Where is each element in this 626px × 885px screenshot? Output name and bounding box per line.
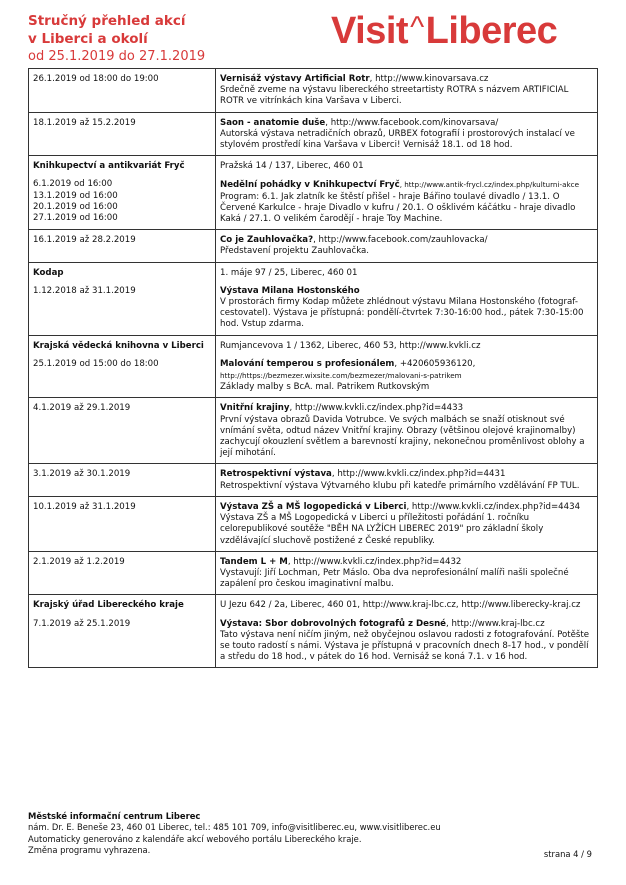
venue-row bbox=[29, 335, 598, 352]
event-details bbox=[216, 551, 598, 595]
venue-name: Knihkupectví a antikvariát Fryč bbox=[29, 156, 216, 173]
venue-row bbox=[29, 595, 598, 612]
event-description: Tato výstava není ničím jiným, než obyčejnou oslavou radosti z fotografování. Potěšte se touto radostí s námi. Výstava je přístupná v pracovních dnech 8-17 hod., v pondělí a středu do 18 hod., v pátek do 16 hod. Vernisáž se koná 7.1. v 16 hod. bbox=[220, 629, 590, 663]
event-title: Výstava Milana Hostonského bbox=[220, 285, 360, 296]
event-date: 18.1.2019 až 15.2.2019 bbox=[29, 112, 216, 156]
event-title: Výstava ZŠ a MŠ logopedická v Liberci bbox=[220, 501, 407, 512]
venue-row bbox=[29, 262, 598, 279]
event-title: Saon - anatomie duše bbox=[220, 117, 326, 128]
page-title bbox=[28, 12, 186, 48]
event-link[interactable]: , http://www.kvkli.cz/index.php?id=4433 bbox=[289, 403, 464, 414]
event-title: Co je Zauhlovačka? bbox=[220, 235, 314, 246]
event-date: 10.1.2019 až 31.1.2019 bbox=[29, 496, 216, 551]
event-row bbox=[29, 398, 598, 464]
event-row bbox=[29, 496, 598, 551]
event-row bbox=[29, 172, 598, 229]
event-details bbox=[216, 496, 598, 551]
event-date: 3.1.2019 až 30.1.2019 bbox=[29, 464, 216, 496]
venue-name: Kodap bbox=[29, 262, 216, 279]
event-date: 6.1.2019 od 16:00 13.1.2019 od 16:00 20.1.2019 od 16:00 27.1.2019 od 16:00 bbox=[29, 172, 216, 229]
event-description: Autorská výstava netradičních obrazů, URBEX fotografií i prostorových instalací ve stylovém prostředí kina Varšava v Liberci! Vernisáž 18.1. od 18 hod. bbox=[220, 128, 575, 151]
event-description: Představení projektu Zauhlovačka. bbox=[220, 246, 370, 257]
event-date: 7.1.2019 až 25.1.2019 bbox=[29, 612, 216, 668]
event-details bbox=[216, 464, 598, 496]
venue-name: Krajská vědecká knihovna v Liberci bbox=[29, 335, 216, 352]
event-date: 1.12.2018 až 31.1.2019 bbox=[29, 279, 216, 335]
footer-org: Městské informační centrum Liberec bbox=[28, 811, 201, 821]
footer-note: Změna programu vyhrazena. bbox=[28, 845, 151, 856]
event-row bbox=[29, 551, 598, 595]
venue-address: Pražská 14 / 137, Liberec, 460 01 bbox=[216, 156, 598, 173]
event-description: Základy malby s BcA. mal. Patrikem Rutkovským bbox=[220, 382, 430, 393]
footer-address: nám. Dr. E. Beneše 23, 460 01 Liberec, tel.: 485 101 709, info@visitliberec.eu, www.visitliberec.eu bbox=[28, 822, 441, 833]
event-link[interactable]: , http://www.kvkli.cz/index.php?id=4432 bbox=[287, 556, 462, 567]
event-description: Retrospektivní výstava Výtvarného klubu při katedře primárního vzdělávání FP TUL. bbox=[220, 480, 580, 491]
event-link[interactable]: , http://www.facebook.com/zauhlovacka/ bbox=[313, 235, 488, 246]
event-row bbox=[29, 464, 598, 496]
event-link[interactable]: , http://www.kvkli.cz/index.php?id=4431 bbox=[331, 469, 506, 480]
event-title: Nedělní pohádky v Knihkupectví Fryč bbox=[220, 180, 400, 191]
event-title: Výstava: Sbor dobrovolných fotografů z Desné bbox=[220, 618, 447, 629]
title-line-2: v Liberci a okolí bbox=[28, 31, 148, 47]
event-details bbox=[216, 352, 598, 398]
event-date: 4.1.2019 až 29.1.2019 bbox=[29, 398, 216, 464]
event-link[interactable]: , http://www.kraj-lbc.cz bbox=[446, 618, 545, 629]
event-link[interactable]: , http://www.kvkli.cz/index.php?id=4434 bbox=[406, 501, 581, 512]
event-date: 26.1.2019 od 18:00 do 19:00 bbox=[29, 69, 216, 113]
event-row bbox=[29, 279, 598, 335]
event-link[interactable]: , +420605936120, bbox=[394, 358, 476, 369]
event-title: Vernisáž výstavy Artificial Rotr bbox=[220, 74, 370, 84]
event-row bbox=[29, 230, 598, 262]
event-link[interactable]: , http://www.facebook.com/kinovarsava/ bbox=[325, 117, 499, 128]
event-link[interactable]: , http://www.antik-frycl.cz/index.php/kulturni-akce bbox=[399, 180, 580, 190]
event-description: Vystavují: Jiří Lochman, Petr Máslo. Oba dva neprofesionální malíři našli společné zapálení pro českou imaginativní malbu. bbox=[220, 567, 569, 590]
event-row bbox=[29, 612, 598, 668]
venue-address: Rumjancevova 1 / 1362, Liberec, 460 53, http://www.kvkli.cz bbox=[216, 335, 598, 352]
event-title: Tandem L + M bbox=[220, 556, 288, 567]
event-description: Výstava ZŠ a MŠ Logopedická v Liberci u příležitosti pořádání 1. ročníku celorepublikové soutěže "BĚH NA LYŽÍCH LIBEREC 2019" pro základní školy vzdělávající sluchově postižené z České republiky. bbox=[220, 513, 544, 546]
venue-address: 1. máje 97 / 25, Liberec, 460 01 bbox=[216, 262, 598, 279]
event-description: První výstava obrazů Davida Votrubce. Ve svých malbách se snaží otisknout své vnímání světa, odtud název Vnitřní krajiny. Obrazy (většinou olejové krajinomalby) zachycují okouzlení světlem a barevností krajiny, nekonečnou proměnlivost oblohy a její mihotání. bbox=[220, 414, 585, 459]
footer-note: Automaticky generováno z kalendáře akcí webového portálu Libereckého kraje. bbox=[28, 833, 362, 844]
event-description: V prostorách firmy Kodap můžete zhlédnout výstavu Milana Hostonského (fotograf-cestovatel). Výstava je přístupná: pondělí-čtvrtek 7:30-16:00 hod., pátek 7:30-15:00 hod. Vstup zdarma. bbox=[220, 297, 584, 330]
event-details bbox=[216, 612, 598, 668]
event-description: Srdečně zveme na výstavu libereckého streetartisty ROTRA s názvem ARTIFICIAL ROTR ve vitrínkách kina Varšava v Liberci. bbox=[220, 85, 569, 107]
event-description: Program: 6.1. Jak zlatník ke štěstí přišel - hraje Bářino toulavé divadlo / 13.1. O Červené Karkulce - hraje Divadlo v kufru / 20.1. O ošklivém káčátku - hraje divadlo Kaká / 27.1. O velikém čarodějí - hraje Toy Machine. bbox=[220, 191, 576, 225]
event-details bbox=[216, 69, 598, 113]
page-number: strana 4 / 9 bbox=[543, 849, 592, 859]
event-title: Vnitřní krajiny bbox=[220, 403, 290, 414]
event-details bbox=[216, 172, 598, 229]
event-details bbox=[216, 398, 598, 464]
event-link[interactable]: , http://www.kinovarsava.cz bbox=[369, 74, 489, 84]
venue-address: U Jezu 642 / 2a, Liberec, 460 01, http://www.kraj-lbc.cz, http://www.liberecky-kraj.cz bbox=[216, 595, 598, 612]
event-title: Retrospektivní výstava bbox=[220, 469, 332, 480]
venue-row bbox=[29, 156, 598, 173]
event-details bbox=[216, 230, 598, 262]
event-date: 25.1.2019 od 15:00 do 18:00 bbox=[29, 352, 216, 398]
venue-name: Krajský úřad Libereckého kraje bbox=[29, 595, 216, 612]
event-link-2[interactable]: http://https://bezmezer.wixsite.com/bezmezer/malovani-s-patrikem bbox=[220, 371, 462, 381]
event-row bbox=[29, 69, 598, 113]
date-range: od 25.1.2019 do 27.1.2019 bbox=[28, 49, 206, 64]
event-date: 2.1.2019 až 1.2.2019 bbox=[29, 551, 216, 595]
event-details bbox=[216, 112, 598, 156]
visit-liberec-logo: Visit^Liberec bbox=[331, 10, 558, 52]
page-footer bbox=[28, 811, 592, 857]
event-row bbox=[29, 112, 598, 156]
event-title: Malování temperou s profesionálem bbox=[220, 358, 395, 369]
event-details bbox=[216, 279, 598, 335]
event-date: 16.1.2019 až 28.2.2019 bbox=[29, 230, 216, 262]
events-table bbox=[28, 68, 598, 668]
title-line-1: Stručný přehled akcí bbox=[28, 13, 186, 29]
event-row bbox=[29, 352, 598, 398]
